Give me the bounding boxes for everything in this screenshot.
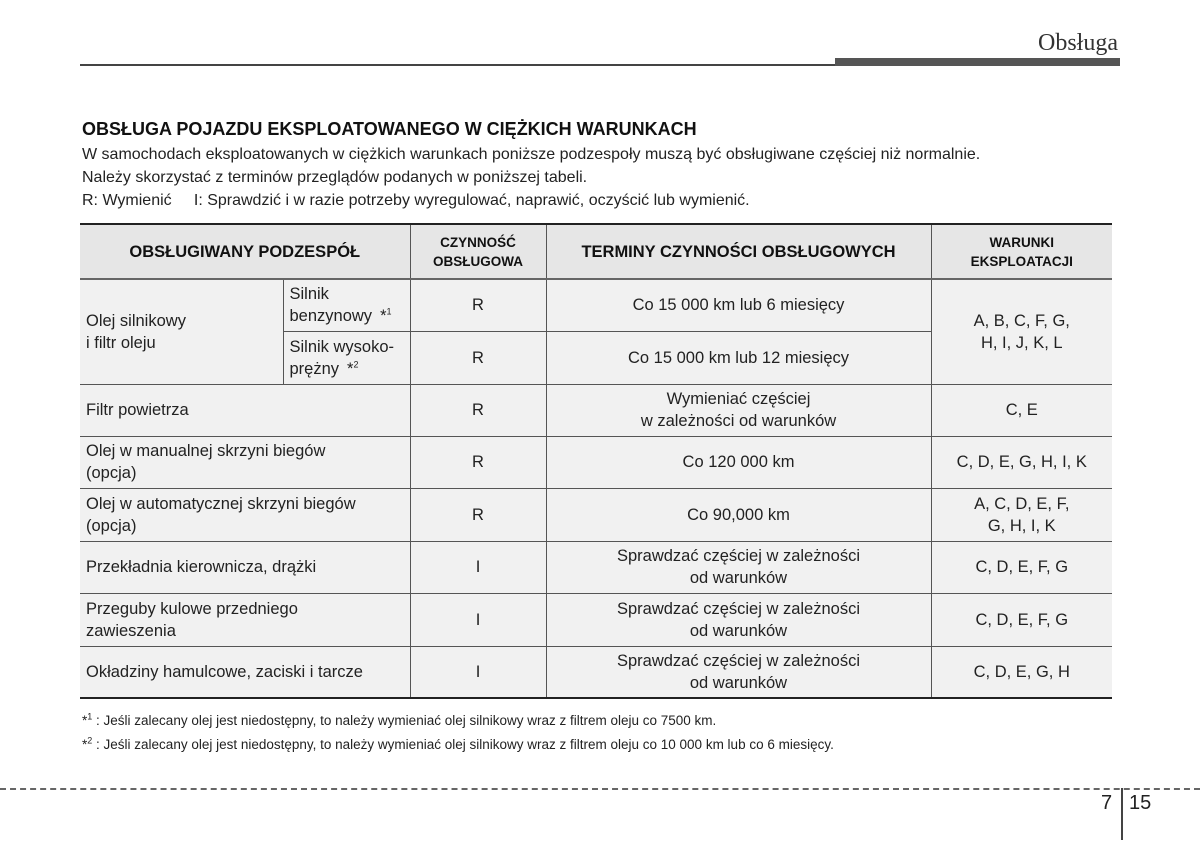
cell-action: R: [410, 488, 546, 541]
cell-interval: [546, 646, 931, 698]
header-action: [410, 224, 546, 279]
cell-line: C, D, E, G, H, I, K: [956, 453, 1087, 471]
cell-line: od warunków: [689, 569, 788, 587]
cell-line: i filtr oleju: [86, 333, 156, 352]
cell-line: od warunków: [689, 673, 788, 692]
cell-conditions: [931, 488, 1112, 541]
cell-line: Silnik wysoko-: [289, 337, 395, 356]
cell-interval: [546, 436, 931, 488]
cell-conditions: [931, 279, 1112, 384]
cell-line: C, E: [1005, 401, 1038, 419]
table-row: [80, 541, 1112, 593]
intro-line: Należy skorzystać z terminów przeglądów podanych w poniższej tabeli.: [82, 169, 588, 186]
table-row: [80, 279, 1112, 331]
cell-line: Olej w automatycznej skrzyni biegów: [86, 494, 356, 513]
header-rule-bar: [835, 58, 1120, 66]
cell-line: [290, 305, 410, 327]
page-number-divider: [1121, 788, 1123, 840]
cell-line: C, D, E, F, G: [975, 610, 1069, 629]
table-row: [80, 488, 1112, 541]
table-header-row: [80, 224, 1112, 279]
header-conditions-line: WARUNKI: [989, 234, 1054, 250]
cell-action: R: [410, 384, 546, 436]
maintenance-table: [80, 223, 1112, 699]
header-conditions-line: EKSPLOATACJI: [970, 253, 1073, 269]
cell-line: Przekładnia kierownicza, drążki: [86, 558, 317, 576]
cell-line: w zależności od warunków: [640, 412, 837, 430]
cell-line: A, C, D, E, F,: [974, 494, 1070, 513]
cell-line: C, D, E, G, H: [973, 662, 1070, 681]
cell-component: [80, 541, 410, 593]
cell-action: R: [410, 279, 546, 331]
header-action-line: OBSŁUGOWA: [433, 253, 523, 269]
footnote: [82, 713, 716, 728]
cell-conditions: [931, 541, 1112, 593]
footnote-number: 1: [87, 711, 93, 722]
cell-conditions: [931, 646, 1112, 698]
cell-line: Olej silnikowy: [86, 311, 186, 330]
cell-line: (opcja): [86, 516, 137, 535]
cell-action: I: [410, 593, 546, 646]
cell-line: C, D, E, F, G: [975, 558, 1069, 576]
footnote-marker: *: [82, 713, 88, 728]
table-row: [80, 593, 1112, 646]
cell-line: [290, 358, 410, 380]
header-rule: [80, 64, 835, 66]
footnote-text: : Jeśli zalecany olej jest niedostępny, to należy wymieniać olej silnikowy wraz z filtrem oleju co 7500 km.: [92, 713, 717, 728]
cell-text: benzynowy: [289, 307, 373, 326]
cell-interval: [546, 541, 931, 593]
page-header-title: Obsługa: [1038, 30, 1118, 56]
footnote-ref: 2: [353, 359, 359, 369]
cell-action: R: [410, 331, 546, 384]
table-row: [80, 646, 1112, 698]
cell-interval: [546, 593, 931, 646]
page-footer-rule: [0, 788, 1200, 790]
cell-line: Co 120 000 km: [682, 453, 795, 471]
footnote-number: 2: [87, 735, 93, 746]
legend-text: R: Wymienić I: Sprawdzić i w razie potrzeby wyregulować, naprawić, oczyścić lub wymienić.: [82, 192, 750, 209]
legend-line: [82, 192, 750, 210]
cell-action: I: [410, 646, 546, 698]
cell-engine-type: [283, 331, 410, 384]
cell-component: [80, 384, 410, 436]
header-interval: TERMINY CZYNNOŚCI OBSŁUGOWYCH: [546, 224, 931, 279]
cell-conditions: [931, 436, 1112, 488]
cell-conditions: [931, 593, 1112, 646]
cell-line: Co 90,000 km: [687, 505, 790, 524]
cell-line: A, B, C, F, G,: [973, 311, 1070, 330]
cell-component: [80, 593, 410, 646]
cell-engine-type: [283, 279, 410, 331]
footnote-marker: *: [347, 359, 354, 378]
cell-line: Okładziny hamulcowe, zaciski i tarcze: [86, 662, 363, 681]
cell-line: od warunków: [689, 621, 788, 640]
header-action-line: CZYNNOŚĆ: [440, 234, 516, 250]
cell-line: Sprawdzać częściej w zależności: [616, 599, 860, 618]
cell-line: Silnik: [289, 285, 329, 304]
footnote-marker: *: [380, 307, 387, 326]
section-title: OBSŁUGA POJAZDU EKSPLOATOWANEGO W CIĘŻKICH WARUNKACH: [82, 119, 697, 139]
cell-line: H, I, J, K, L: [980, 333, 1063, 352]
cell-text: prężny: [289, 359, 340, 378]
cell-component: [80, 279, 283, 384]
cell-line: (opcja): [86, 464, 137, 482]
footnote-ref: 1: [386, 306, 392, 317]
cell-interval: [546, 384, 931, 436]
cell-interval: Co 15 000 km lub 6 miesięcy: [546, 279, 931, 331]
header-component: OBSŁUGIWANY PODZESPÓŁ: [80, 224, 410, 279]
header-conditions: [931, 224, 1112, 279]
cell-line: Olej w manualnej skrzyni biegów: [86, 442, 326, 460]
cell-action: I: [410, 541, 546, 593]
cell-line: Filtr powietrza: [86, 401, 189, 419]
cell-interval: [546, 488, 931, 541]
cell-line: Sprawdzać częściej w zależności: [616, 651, 860, 670]
chapter-number: 7: [1101, 792, 1113, 814]
cell-component: [80, 436, 410, 488]
footnote-text: : Jeśli zalecany olej jest niedostępny, to należy wymieniać olej silnikowy wraz z filtrem oleju co 10 000 km lub co 6 miesięcy.: [92, 737, 834, 752]
cell-line: G, H, I, K: [987, 516, 1056, 535]
footnote: [82, 737, 834, 752]
page-number: 15: [1129, 792, 1152, 814]
table-row: [80, 384, 1112, 436]
cell-line: Przeguby kulowe przedniego: [86, 599, 298, 618]
cell-line: Wymieniać częściej: [666, 390, 811, 408]
cell-action: R: [410, 436, 546, 488]
table-row: [80, 436, 1112, 488]
cell-component: [80, 488, 410, 541]
cell-conditions: [931, 384, 1112, 436]
cell-component: [80, 646, 410, 698]
footnote-marker: *: [82, 737, 88, 752]
cell-line: Sprawdzać częściej w zależności: [616, 547, 860, 565]
cell-interval: Co 15 000 km lub 12 miesięcy: [546, 331, 931, 384]
intro-line: W samochodach eksploatowanych w ciężkich warunkach poniższe podzespoły muszą być obsługiwane częściej niż normalnie.: [82, 146, 981, 163]
cell-line: zawieszenia: [86, 621, 176, 640]
